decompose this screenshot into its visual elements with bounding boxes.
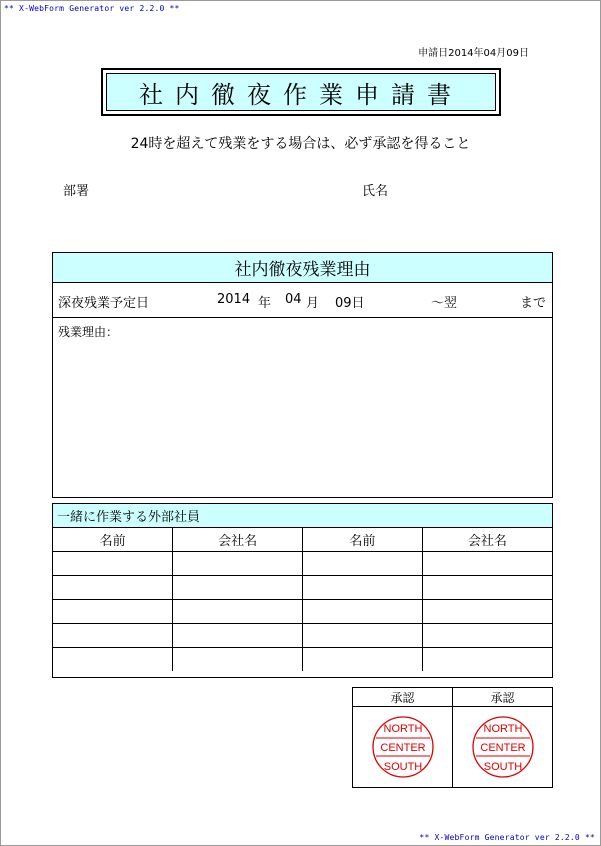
stamp-text-center: CENTER — [379, 742, 426, 754]
company-cell[interactable] — [422, 576, 552, 600]
table-row — [53, 600, 552, 624]
name-cell[interactable] — [53, 624, 173, 648]
name-cell[interactable] — [53, 600, 173, 624]
name-cell[interactable] — [53, 576, 173, 600]
table-row — [53, 576, 552, 600]
company-cell[interactable] — [173, 576, 303, 600]
name-cell[interactable] — [302, 552, 422, 576]
table-row — [53, 552, 552, 576]
department-label: 部署 — [63, 184, 90, 199]
table-row — [53, 648, 552, 672]
approval-box — [352, 687, 553, 788]
stamp-text-south: SOUTH — [383, 761, 422, 773]
company-cell[interactable] — [173, 648, 303, 672]
stamp-text-south: SOUTH — [483, 761, 522, 773]
schedule-month[interactable]: 04 — [285, 292, 302, 307]
reason-label: 残業理由： — [58, 325, 119, 339]
column-header-name: 名前 — [302, 528, 422, 552]
overtime-reason-section — [52, 252, 553, 498]
external-staff-section — [52, 503, 553, 678]
name-cell[interactable] — [302, 600, 422, 624]
overtime-notice: 24時を超えて残業をする場合は、必ず承認を得ること — [130, 136, 471, 152]
approval-label: 承認 — [453, 688, 552, 707]
company-cell[interactable] — [173, 600, 303, 624]
column-header-name: 名前 — [53, 528, 173, 552]
application-date: 申請日2014年04月09日 — [418, 48, 529, 59]
company-cell[interactable] — [422, 624, 552, 648]
external-staff-table — [53, 528, 552, 671]
approval-stamp-icon[interactable] — [353, 707, 452, 787]
approval-column-1 — [353, 688, 452, 787]
schedule-month-unit: 月 — [306, 296, 320, 311]
external-staff-header: 一緒に作業する外部社員 — [53, 504, 552, 528]
name-cell[interactable] — [302, 648, 422, 672]
company-cell[interactable] — [173, 624, 303, 648]
company-cell[interactable] — [422, 648, 552, 672]
approval-column-2 — [452, 688, 552, 787]
form-title: 社内徹夜作業申請書 — [106, 73, 496, 111]
approval-stamp-icon[interactable] — [453, 707, 552, 787]
stamp-text-north: NORTH — [483, 723, 522, 735]
column-header-company: 会社名 — [173, 528, 303, 552]
until-label: まで — [520, 296, 547, 311]
table-row — [53, 624, 552, 648]
title-box — [101, 68, 501, 116]
reason-section-header: 社内徹夜残業理由 — [53, 253, 552, 283]
schedule-day[interactable]: 09日 — [335, 296, 365, 311]
name-cell[interactable] — [302, 576, 422, 600]
stamp-text-north: NORTH — [383, 723, 422, 735]
company-cell[interactable] — [422, 600, 552, 624]
approval-label: 承認 — [353, 688, 452, 707]
next-day-label: ～翌 — [431, 296, 458, 311]
reason-body[interactable] — [53, 318, 552, 345]
column-header-company: 会社名 — [422, 528, 552, 552]
table-header-row — [53, 528, 552, 552]
generator-credit-bottom: ** X-WebForm Generator ver 2.2.0 ** — [419, 833, 595, 842]
company-cell[interactable] — [422, 552, 552, 576]
schedule-year-unit: 年 — [258, 296, 272, 311]
name-cell[interactable] — [53, 648, 173, 672]
schedule-label: 深夜残業予定日 — [58, 296, 150, 311]
company-cell[interactable] — [173, 552, 303, 576]
schedule-row — [53, 283, 552, 318]
name-label: 氏名 — [362, 184, 389, 199]
stamp-text-center: CENTER — [479, 742, 526, 754]
name-cell[interactable] — [53, 552, 173, 576]
name-cell[interactable] — [302, 624, 422, 648]
schedule-year[interactable]: 2014 — [217, 292, 251, 307]
generator-credit-top: ** X-WebForm Generator ver 2.2.0 ** — [4, 4, 180, 13]
